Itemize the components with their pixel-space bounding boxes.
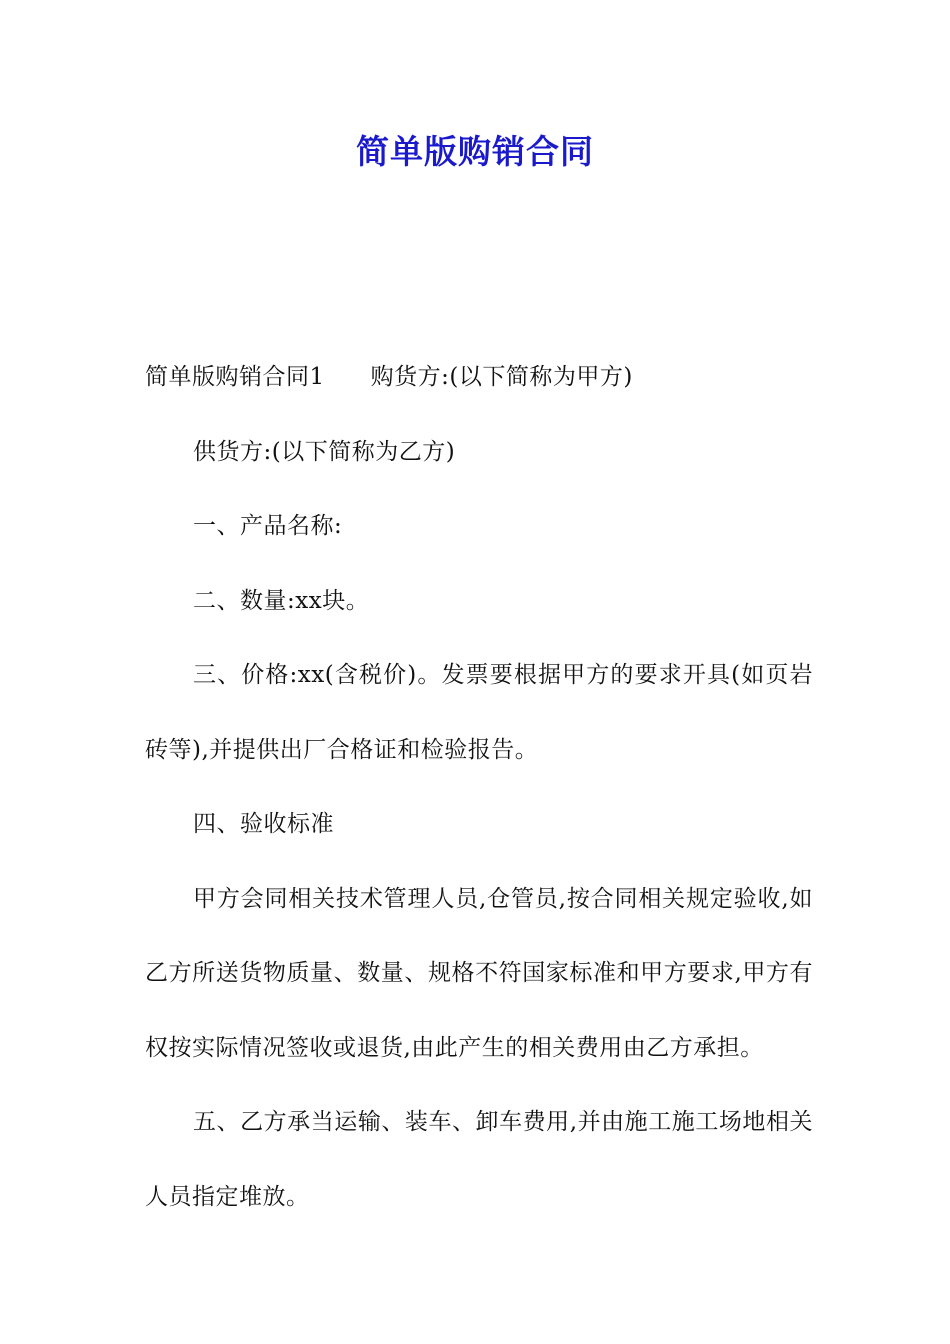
contract-number: 简单版购销合同1 xyxy=(145,364,325,390)
supplier-line: 供货方:(以下简称为乙方) xyxy=(193,438,456,465)
document-title: 简单版购销合同 xyxy=(356,132,594,171)
document-body xyxy=(145,340,813,1234)
clause-acceptance-body: 甲方会同相关技术管理人员,仓管员,按合同相关规定验收,如乙方所送货物质量、数量、规格不符国家标准和甲方要求,甲方有权按实际情况签收或退货,由此产生的相关费用由乙方承担。 xyxy=(145,885,813,1061)
clause-quantity: 二、数量:xx块。 xyxy=(193,587,370,614)
clause-acceptance-heading: 四、验收标准 xyxy=(193,811,334,837)
buyer-line: 购货方:(以下简称为甲方) xyxy=(370,364,633,390)
contract-header-line xyxy=(145,340,813,415)
clause-product-name: 一、产品名称: xyxy=(193,513,343,539)
clause-price: 三、价格:xx(含税价)。发票要根据甲方的要求开具(如页岩砖等),并提供出厂合格证和检验报告。 xyxy=(145,662,813,763)
clause-transport: 五、乙方承当运输、装车、卸车费用,并由施工施工场地相关人员指定堆放。 xyxy=(145,1109,813,1210)
